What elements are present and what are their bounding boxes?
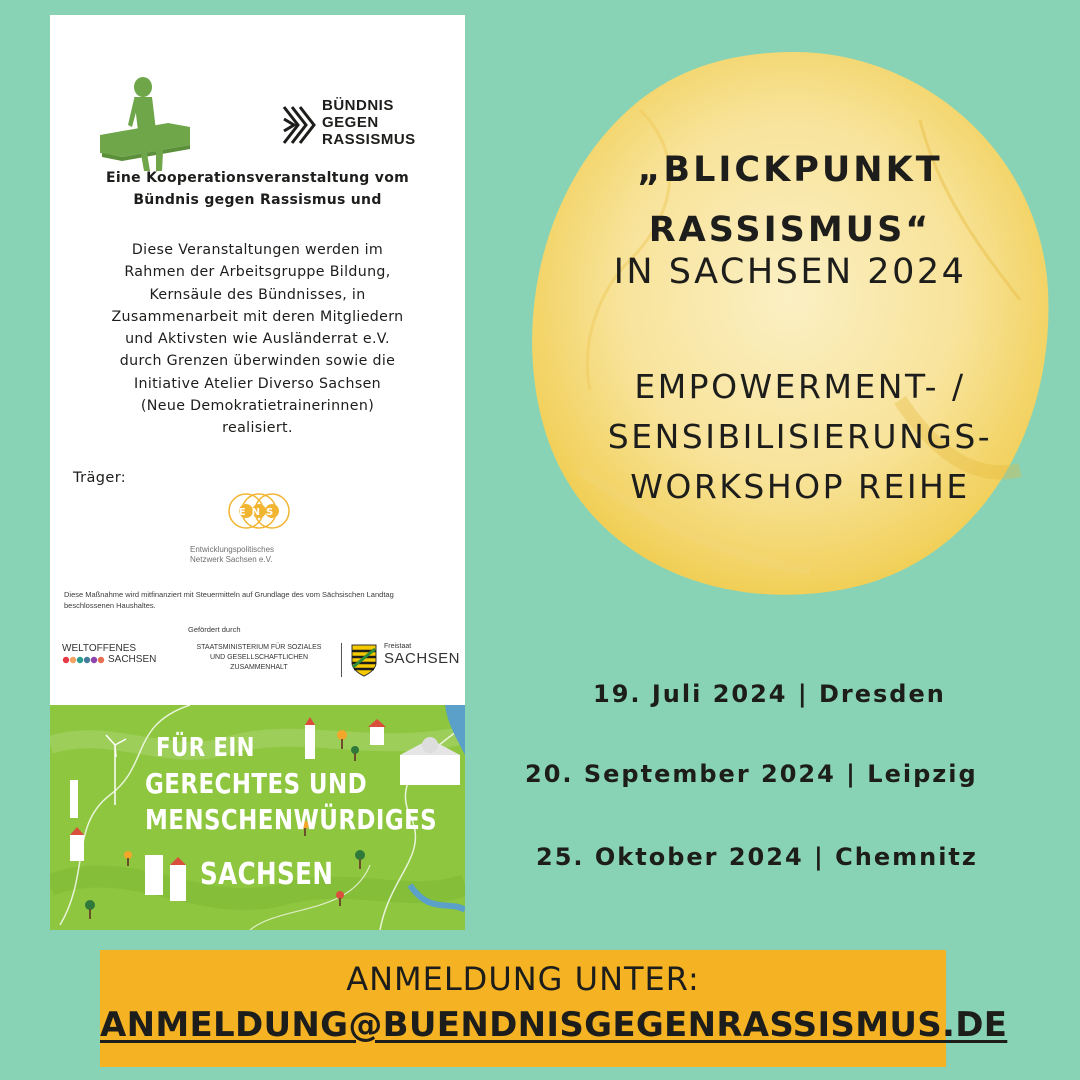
person-sitting-on-book-icon	[98, 75, 208, 175]
ens-logo-text: ENS	[238, 507, 280, 518]
registration-label: ANMELDUNG UNTER:	[346, 960, 700, 998]
ens-caption: Entwicklungspolitisches Netzwerk Sachsen e.V.	[190, 545, 275, 564]
info-panel	[50, 15, 465, 705]
event-title: „BLICKPUNKT RASSISMUS“	[637, 150, 943, 250]
ministry-text: STAATSMINISTERIUM FÜR SOZIALES UND GESELLSCHAFTLICHEN ZUSAMMENHALT	[196, 644, 322, 671]
funding-note: Diese Maßnahme wird mitfinanziert mit Steuermitteln auf Grundlage des vom Sächsischen Landtag beschlossenen Haushaltes.	[64, 590, 394, 610]
freistaat-sachsen-logo: Freistaat SACHSEN	[384, 643, 461, 667]
landscape-line-3: MENSCHENWÜRDIGES	[145, 803, 438, 836]
landscape-line-1: FÜR EIN	[156, 733, 255, 763]
buendnis-mark-icon	[282, 101, 318, 149]
ens-logo	[224, 481, 294, 541]
event-subtitle: IN SACHSEN 2024	[613, 252, 967, 292]
registration-box	[100, 950, 1008, 1067]
saxony-crest-icon	[350, 643, 378, 677]
description-text: Diese Veranstaltungen werden im Rahmen der Arbeitsgruppe Bildung, Kernsäule des Bündnisses, in Zusammenarbeit mit deren Mitgliedern und Aktivsten wie Ausländerrat e.V. durch Grenzen überwinden sowie die Initiative Atelier Diverso Sachsen (Neue Demokratietrainerinnen) realisiert.	[111, 242, 404, 437]
color-dots-icon	[62, 656, 106, 664]
cooperation-text: Eine Kooperationsveranstaltung vom Bündnis gegen Rassismus und	[105, 170, 410, 208]
watercolor-blob	[520, 40, 1060, 600]
buendnis-gegen-rassismus-logo: BÜNDNIS GEGEN RASSISMUS	[282, 97, 442, 157]
logo-divider	[341, 643, 342, 677]
date-leipzig: 20. September 2024 | Leipzig	[525, 760, 978, 788]
traeger-label: Träger:	[73, 470, 127, 486]
weltoffenes-sachsen-logo: WELTOFFENES SACHSEN	[62, 643, 157, 665]
landscape-line-2: GERECHTES UND	[145, 767, 368, 800]
date-dresden: 19. Juli 2024 | Dresden	[593, 680, 946, 708]
date-chemnitz: 25. Oktober 2024 | Chemnitz	[536, 843, 978, 871]
landscape-illustration	[50, 705, 465, 930]
workshop-title: EMPOWERMENT- / SENSIBILISIERUNGS- WORKSHOP REIHE	[607, 367, 993, 506]
landscape-line-4: SACHSEN	[200, 857, 334, 892]
gefoerdert-label: Gefördert durch	[188, 625, 241, 634]
registration-email-link[interactable]: ANMELDUNG@BUENDNISGEGENRASSISMUS.DE	[100, 1005, 1008, 1045]
